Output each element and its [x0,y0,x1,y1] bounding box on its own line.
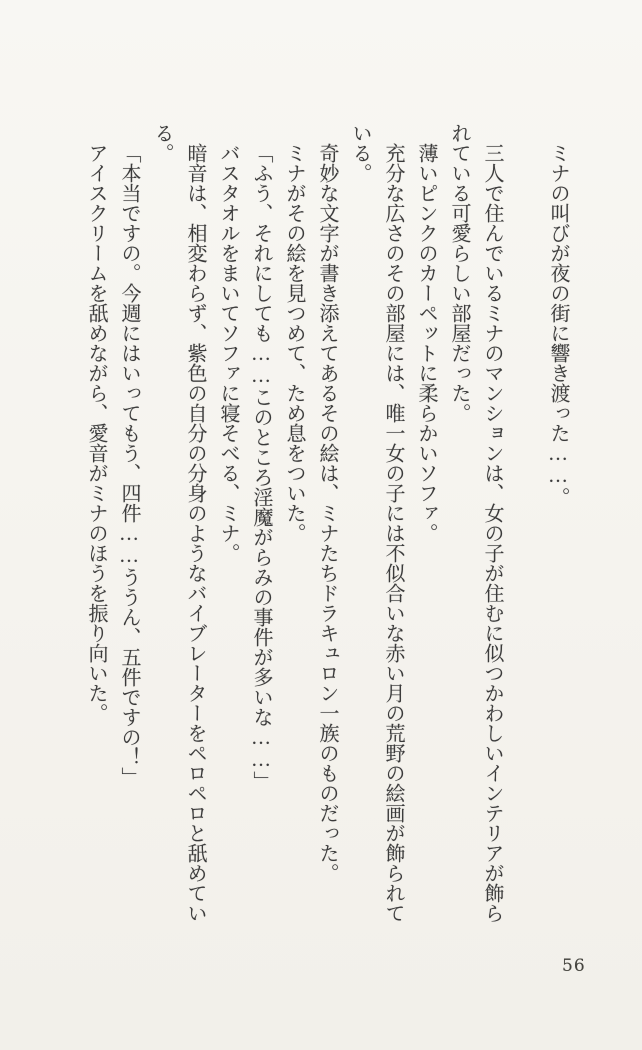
paragraph: 三人で住んでいるミナのマンションは、女の子が住むに似つかわしいインテリアが飾られている可愛らしい部屋だった。 [448,123,503,923]
paragraph: ミナの叫びが夜の街に響き渡った……。 [547,143,569,507]
paragraph: 「本当ですの。今週にはいってもう、四件……ううん、五件ですの！」 [118,143,140,787]
paragraph: 「ふう、それにしても……このところ淫魔がらみの事件が多いな……」 [250,143,272,791]
paragraph: ミナがその絵を見つめて、ため息をついた。 [283,143,305,543]
paragraph: 奇妙な文字が書き添えてあるその絵は、ミナたちドラキュロン一族のものだった。 [316,143,338,883]
page-number: 56 [562,956,586,976]
paragraph: 充分な広さのその部屋には、唯一女の子には不似合いな赤い月の荒野の絵画が飾られている。 [349,123,404,923]
paragraph: バスタオルをまいてソファに寝そべる、ミナ。 [217,143,239,563]
paragraph: 暗音は、相変わらず、紫色の自分の分身のようなバイブレーターをペロペロと舐めている。 [151,123,206,923]
paragraph: 薄いピンクのカーペットに柔らかいソファ。 [415,143,437,543]
page-text [79,123,574,923]
paragraph: アイスクリームを舐めながら、愛音がミナのほうを振り向いた。 [85,143,107,723]
